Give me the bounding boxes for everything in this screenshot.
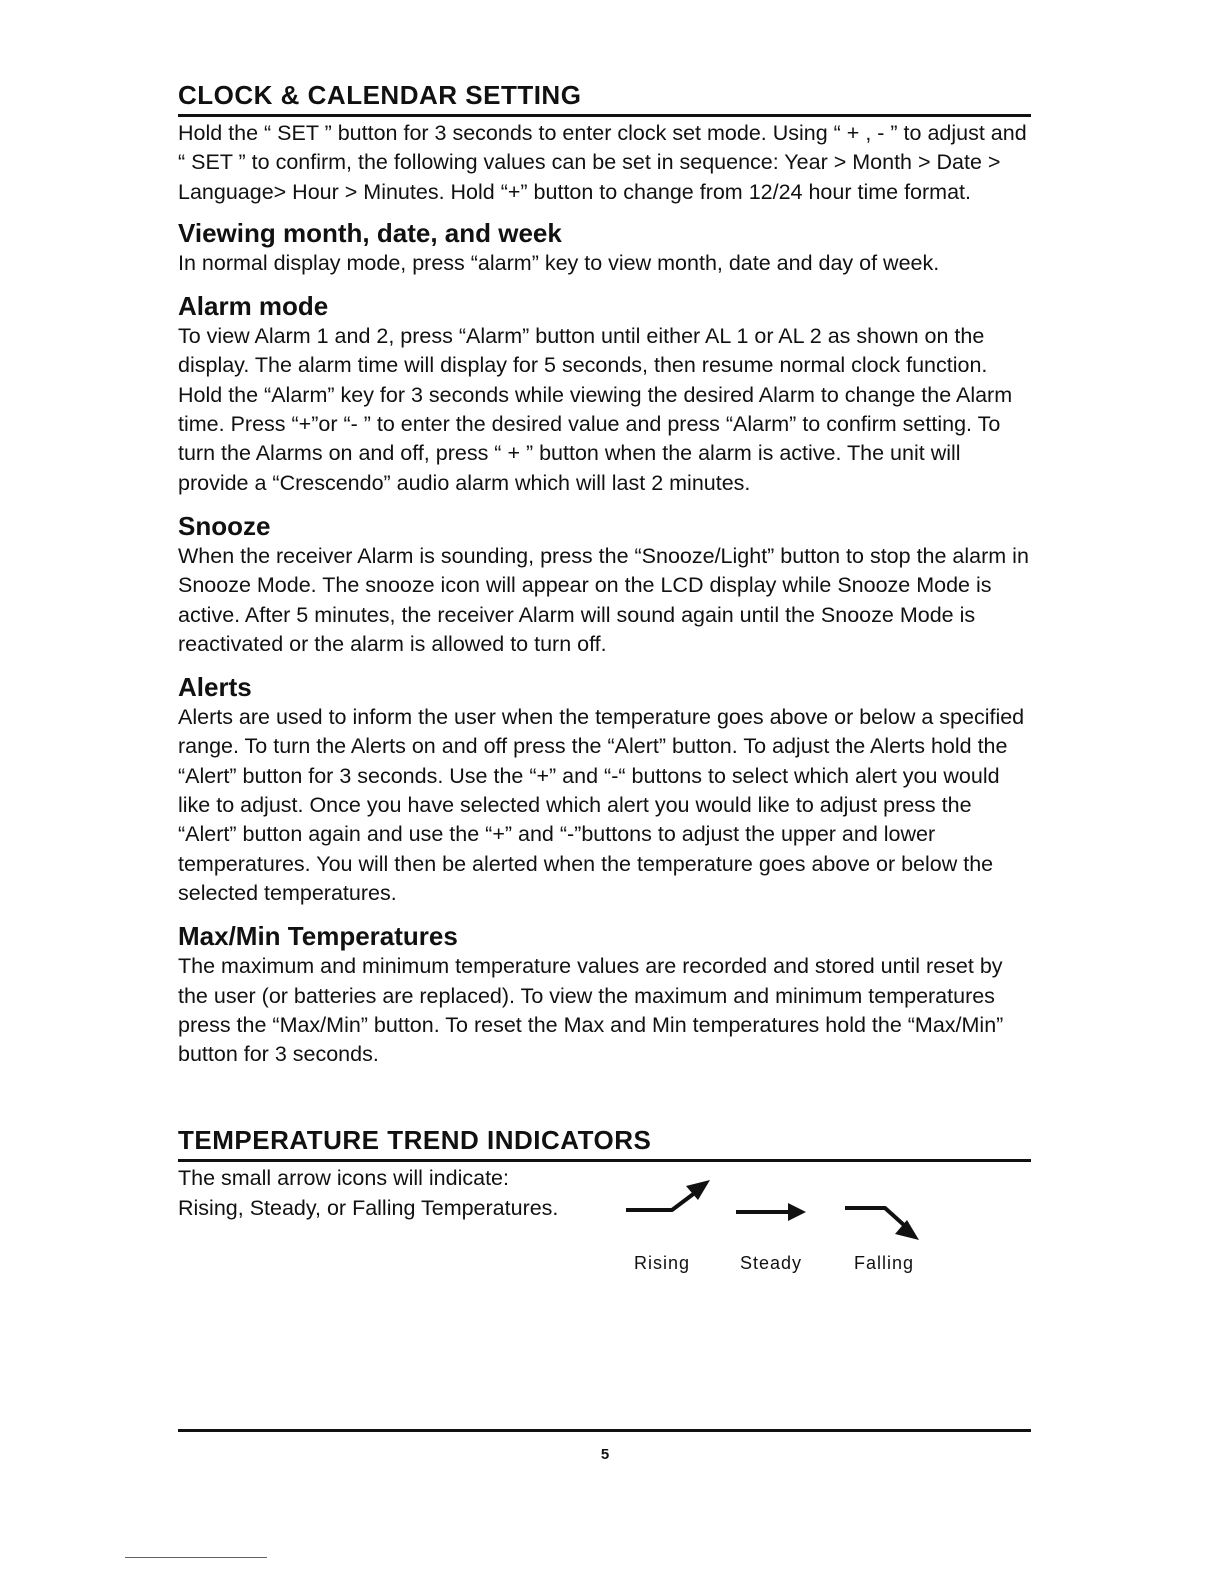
- steady-arrow-icon: [736, 1200, 808, 1224]
- trend-line-2: Rising, Steady, or Falling Temperatures.: [178, 1195, 559, 1220]
- snooze-text: When the receiver Alarm is sounding, press the “Snooze/Light” button to stop the alarm in Snooze Mode. The snooze icon will appear on the LCD display while Snooze Mode is active. After 5 minutes, the receiver Alarm will sound again until the Snooze Mode is reactivated or the alarm is allowed to turn off.: [178, 543, 1029, 656]
- max-min-heading: Max/Min Temperatures: [178, 921, 458, 952]
- trend-heading: TEMPERATURE TREND INDICATORS: [178, 1123, 1031, 1162]
- rising-arrow-icon: [624, 1180, 714, 1216]
- alerts-text: Alerts are used to inform the user when the temperature goes above or below a specified range. To turn the Alerts on and off press the “Alert” button. To adjust the Alerts hold the “Alert” button for 3 seconds. Use the “+” and “-“ buttons to select which alert you would like to adjust. Once you have selected which alert you would like to adjust press the “Alert” button again and use the “+” and “-”buttons to adjust the upper and lower temperatures. You will then be alerted when the temperature goes above or below the selected temperatures.: [178, 705, 1025, 905]
- trend-line-1: The small arrow icons will indicate:: [178, 1166, 509, 1191]
- snooze-heading: Snooze: [178, 510, 271, 541]
- falling-arrow-icon: [845, 1204, 925, 1244]
- page-number: 5: [600, 1446, 610, 1463]
- max-min-text: The maximum and minimum temperature values are recorded and stored until reset by the user (or batteries are replaced). To view the maximum and minimum temperatures press the “Max/Min” button. To reset the Max and Min temperatures hold the “Max/Min” button for 3 seconds.: [178, 954, 1004, 1067]
- alarm-mode-text: To view Alarm 1 and 2, press “Alarm” button until either AL 1 or AL 2 as shown on the display. The alarm time will display for 5 seconds, then resume normal clock function. Hold the “Alarm” key for 3 seconds while viewing the desired Alarm to change the Alarm time. Press “+”or “- ” to enter the desired value and press “Alarm” to confirm setting. To turn the Alarms on and off, press “ + ” button when the alarm is active. The unit will provide a “Crescendo” audio alarm which will last 2 minutes.: [178, 324, 1013, 495]
- viewing-heading: Viewing month, date, and week: [178, 217, 562, 248]
- alarm-mode-heading: Alarm mode: [178, 291, 329, 322]
- trend-indicators: [178, 1164, 1031, 1294]
- clock-calendar-heading: CLOCK & CALENDAR SETTING: [178, 78, 1031, 117]
- viewing-text: In normal display mode, press “alarm” key to view month, date and day of week.: [178, 250, 940, 275]
- steady-label: Steady: [740, 1253, 803, 1274]
- manual-page: [178, 78, 1031, 1294]
- trend-description: [178, 1164, 618, 1223]
- falling-label: Falling: [854, 1253, 915, 1274]
- bottom-divider: [125, 1557, 267, 1558]
- footer-divider: [178, 1429, 1031, 1432]
- rising-label: Rising: [634, 1253, 691, 1274]
- clock-calendar-text: Hold the “ SET ” button for 3 seconds to enter clock set mode. Using “ + , - ” to adjust and “ SET ” to confirm, the following values can be set in sequence: Year > Month > Date > Language> Hour > Minutes. Hold “+” button to change from 12/24 hour time format.: [178, 121, 1027, 204]
- alerts-heading: Alerts: [178, 672, 252, 703]
